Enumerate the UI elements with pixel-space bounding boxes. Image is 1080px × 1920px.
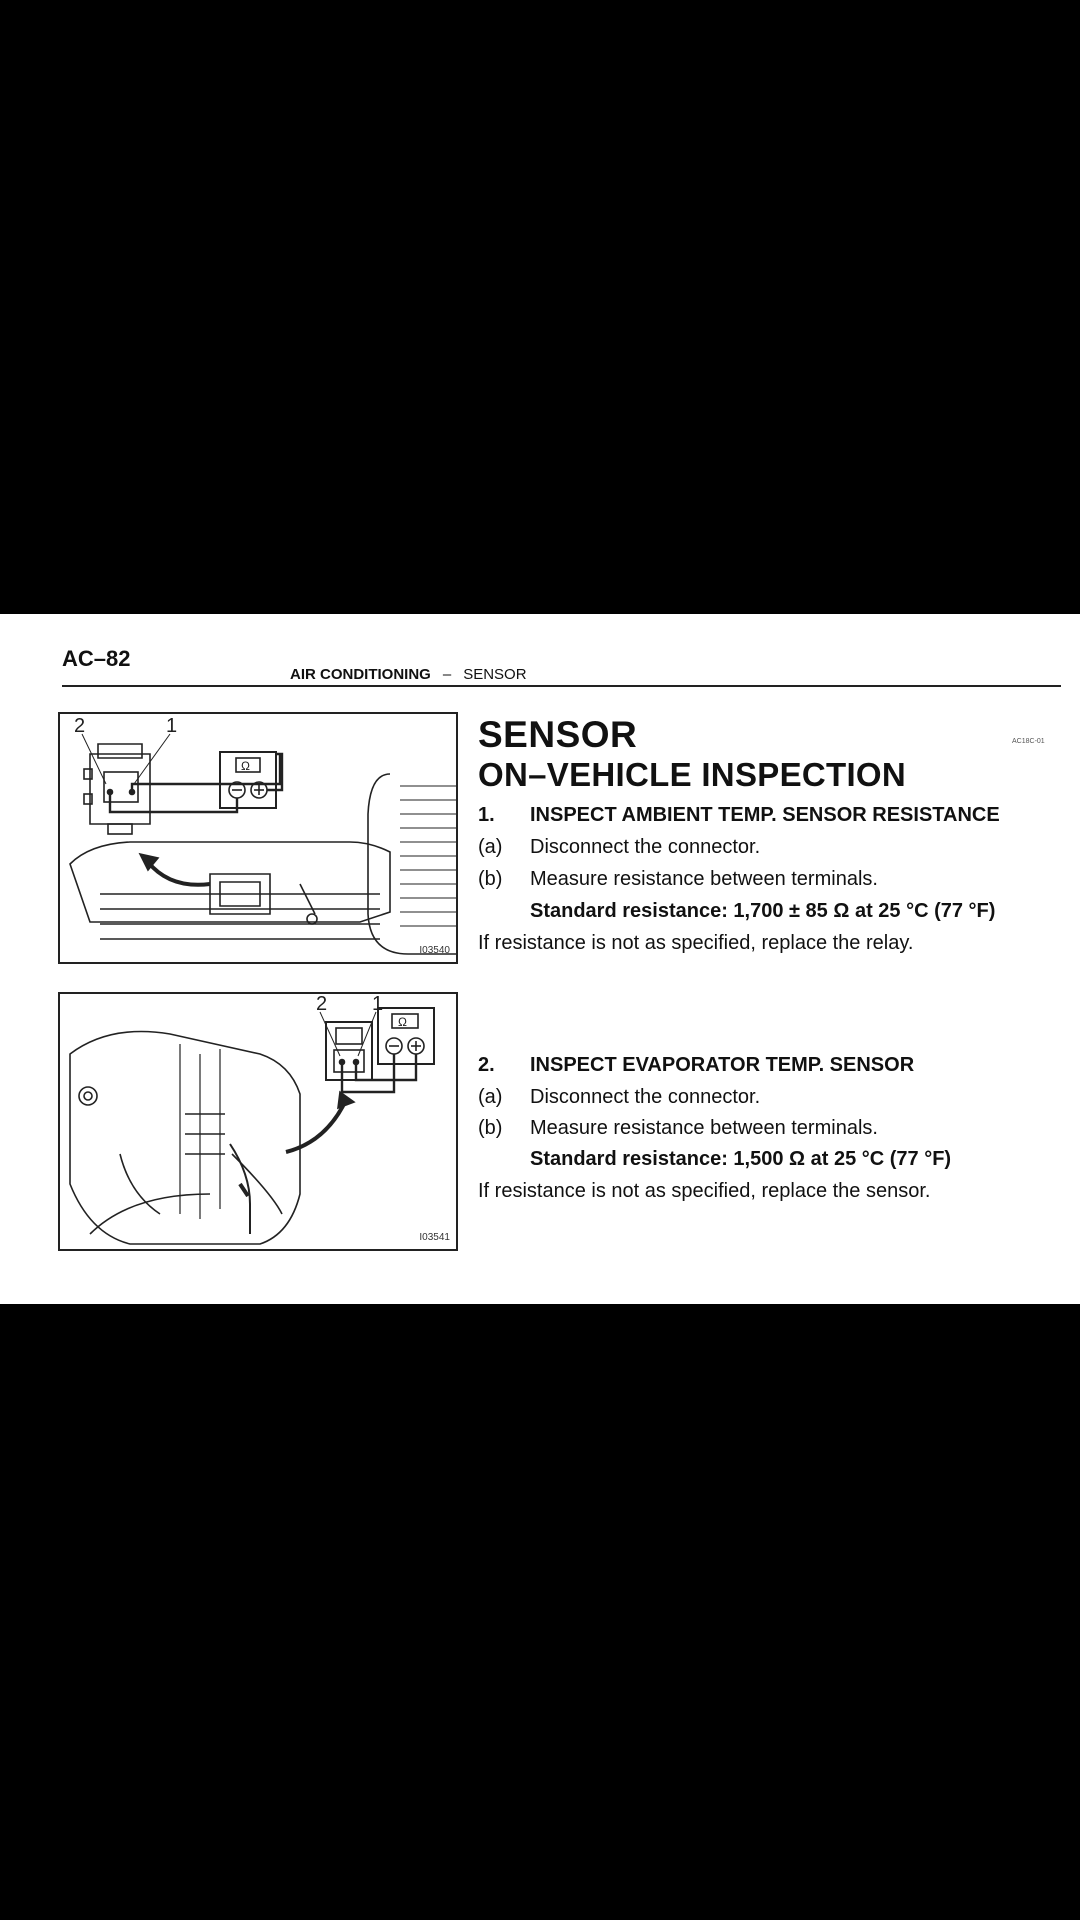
ohm-symbol: Ω xyxy=(398,1015,407,1029)
header-rule xyxy=(62,685,1061,687)
step-2-spec: Standard resistance: 1,500 Ω at 25 °C (77 °F) xyxy=(530,1148,952,1170)
substep-text: Measure resistance between terminals. xyxy=(530,1117,878,1139)
step-1-heading xyxy=(478,804,1048,830)
header-title: AIR CONDITIONING xyxy=(290,666,431,683)
step-1-note: If resistance is not as specified, replace the relay. xyxy=(478,932,914,954)
step-2-note: If resistance is not as specified, replace the sensor. xyxy=(478,1180,931,1202)
ohm-symbol: Ω xyxy=(241,759,250,773)
step-number: 1. xyxy=(478,804,495,826)
figure-id: I03540 xyxy=(419,945,450,956)
subsection-title: ON–VEHICLE INSPECTION xyxy=(478,756,907,793)
substep-label: (b) xyxy=(478,868,503,890)
ambient-sensor-illustration xyxy=(60,714,456,962)
evaporator-sensor-illustration xyxy=(60,994,456,1249)
callout-1: 1 xyxy=(166,715,178,737)
header-separator: – xyxy=(442,666,452,683)
step-1a xyxy=(478,836,978,862)
substep-text: Measure resistance between terminals. xyxy=(530,868,878,890)
step-title: INSPECT AMBIENT TEMP. SENSOR RESISTANCE xyxy=(530,804,1000,826)
callout-2: 2 xyxy=(316,994,328,1015)
header-subtitle: SENSOR xyxy=(463,666,527,683)
manual-page xyxy=(0,614,1080,1304)
running-header xyxy=(290,666,527,683)
step-2b xyxy=(478,1117,978,1143)
step-number: 2. xyxy=(478,1054,495,1076)
figure-id: I03541 xyxy=(419,1232,450,1243)
substep-text: Disconnect the connector. xyxy=(530,836,761,858)
step-1-spec: Standard resistance: 1,700 ± 85 Ω at 25 °C (77 °F) xyxy=(530,900,996,922)
callout-1: 1 xyxy=(372,994,384,1015)
step-2a xyxy=(478,1086,978,1112)
substep-label: (b) xyxy=(478,1117,503,1139)
callout-2: 2 xyxy=(74,715,86,737)
step-2-heading xyxy=(478,1054,1048,1080)
page-number: AC–82 xyxy=(62,646,131,671)
ambient-sensor-figure xyxy=(58,712,458,964)
section-title: SENSOR xyxy=(478,714,638,755)
step-title: INSPECT EVAPORATOR TEMP. SENSOR xyxy=(530,1054,915,1076)
substep-label: (a) xyxy=(478,836,503,858)
document-code: AC18C-01 xyxy=(1012,738,1045,745)
substep-text: Disconnect the connector. xyxy=(530,1086,761,1108)
evaporator-sensor-figure xyxy=(58,992,458,1251)
step-1b xyxy=(478,868,978,894)
substep-label: (a) xyxy=(478,1086,503,1108)
